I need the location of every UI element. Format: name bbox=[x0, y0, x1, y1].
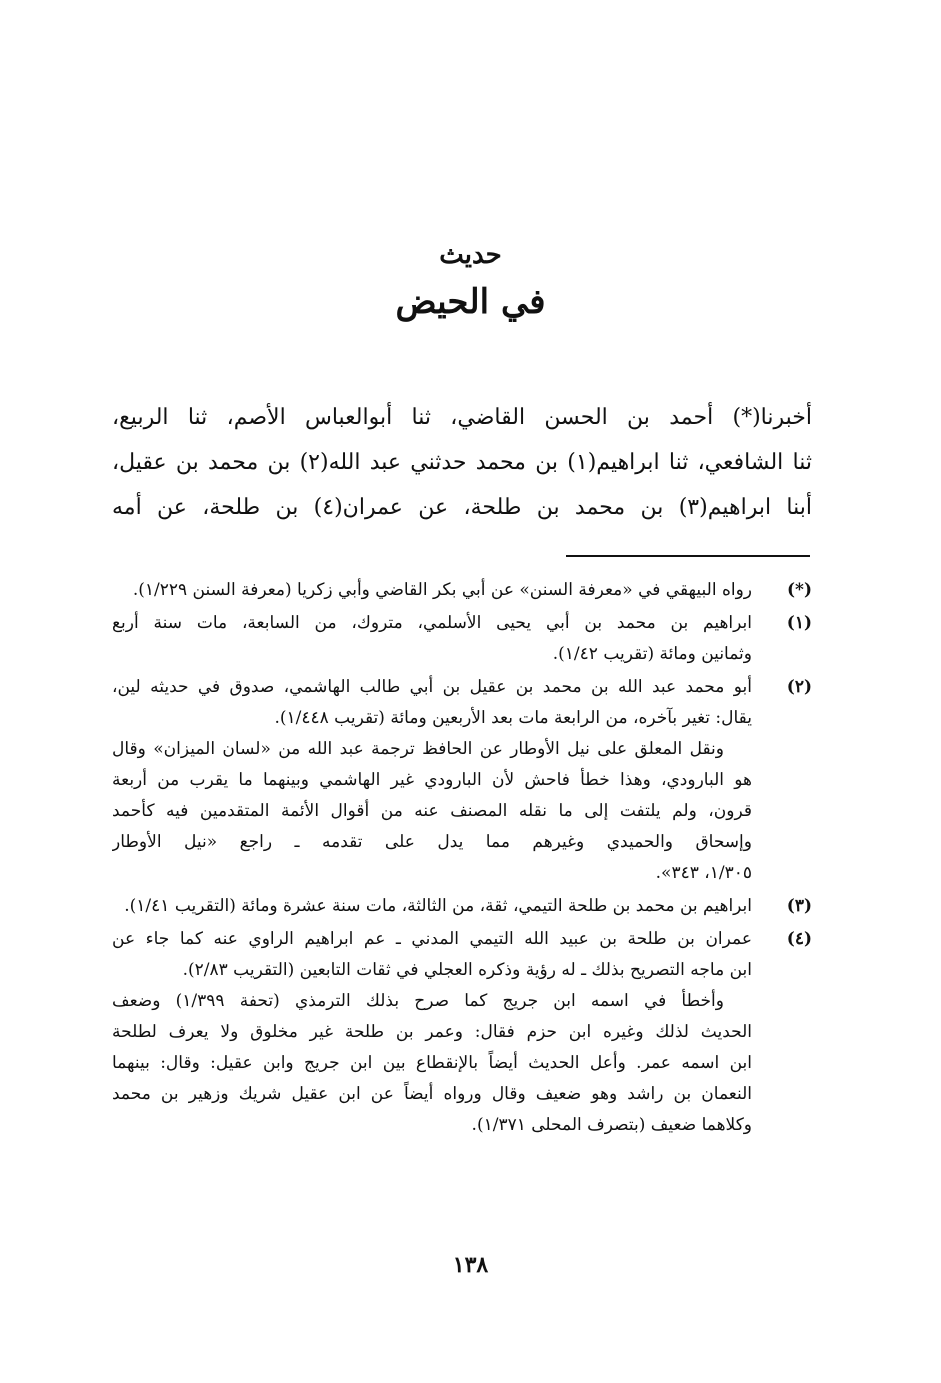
footnote-line: ونقل المعلق على نيل الأوطار عن الحافظ ترجمة عبد الله من «لسان الميزان» وقال bbox=[112, 739, 724, 759]
footnote-line: عمران بن طلحة بن عبيد الله التيمي المدني ـ عم ابراهيم الراوي عنه كما جاء عن bbox=[112, 929, 752, 949]
footnote-marker: (١) bbox=[786, 613, 812, 633]
footnote-line: ١/٣٠٥، ٣٤٣». bbox=[655, 863, 752, 883]
footnote-line: النعمان بن راشد وهو ضعيف وقال ورواه أيضاً عن ابن عقيل شريك وزهير بن محمد bbox=[112, 1084, 752, 1104]
page-number: ١٣٨ bbox=[452, 1252, 489, 1278]
footnote-4 bbox=[112, 924, 812, 1141]
footnote-line: هو البارودي، وهذا خطأ فاحش لأن البارودي غير الهاشمي وبينهما ما يقرب من أربعة bbox=[112, 770, 752, 790]
footnote-line: وثمانين ومائة (تقريب ١/٤٢). bbox=[552, 644, 752, 664]
footnote-body bbox=[112, 891, 752, 922]
footnote-line: ابراهيم بن محمد بن أبي يحيى الأسلمي، متروك، من السابعة، مات سنة أربع bbox=[112, 613, 752, 633]
footnote-line: ابن اسمه عمر. وأعل الحديث أيضاً بالإنقطاع بين ابن جريج وابن عقيل: وقال: بينهما bbox=[112, 1053, 752, 1073]
footnote-body bbox=[112, 575, 752, 606]
footnote-marker: (٣) bbox=[786, 896, 812, 916]
footnote-marker: (٤) bbox=[786, 929, 812, 949]
footnote-line: يقال: تغير بآخره، من الرابعة مات بعد الأربعين ومائة (تقريب ١/٤٤٨). bbox=[274, 708, 752, 728]
heading-line-2: في الحيض bbox=[395, 282, 546, 322]
footnote-line: أبو محمد عبد الله بن محمد بن عقيل بن أبي طالب الهاشمي، صدوق في حديثه لين، bbox=[112, 677, 752, 697]
footnote-line: ابن ماجه التصريح بذلك ـ له رؤية وذكره العجلي في ثقات التابعين (التقريب ٢/٨٣). bbox=[182, 960, 752, 980]
footnote-line: وأخطأ في اسمه ابن جريج كما صرح بذلك الترمذي (تحفة ١/٣٩٩) وضعف bbox=[112, 991, 724, 1011]
main-text-line: أخبرنا(*) أحمد بن الحسن القاضي، ثنا أبوالعباس الأصم، ثنا الربيع، bbox=[112, 405, 812, 430]
footnote-marker: (٢) bbox=[786, 677, 812, 697]
footnotes bbox=[112, 575, 812, 1143]
heading-line-1: حديث bbox=[439, 240, 502, 270]
footnote-line: الحديث لذلك وغيره ابن حزم فقال: وعمر بن طلحة غير مخلوق ولا يعرف لطلحة bbox=[112, 1022, 752, 1042]
footnote-1 bbox=[112, 608, 812, 670]
footnote-star bbox=[112, 575, 812, 606]
footnote-line: وكلاهما ضعيف (بتصرف المحلى ١/٣٧١). bbox=[471, 1115, 752, 1135]
footnote-line: وإسحاق والحميدي وغيرهم مما يدل على تقدمه ـ راجع «نيل الأوطار bbox=[112, 832, 752, 852]
footnote-body bbox=[112, 924, 752, 1141]
footnote-separator bbox=[566, 555, 810, 557]
footnote-3 bbox=[112, 891, 812, 922]
main-text bbox=[112, 395, 812, 530]
main-text-line: أبنا ابراهيم(٣) بن محمد بن طلحة، عن عمران(٤) بن طلحة، عن أمه bbox=[112, 495, 812, 520]
footnote-line: رواه البيهقي في «معرفة السنن» عن أبي بكر القاضي وأبي زكريا (معرفة السنن ١/٢٢٩). bbox=[132, 580, 752, 600]
main-text-line: ثنا الشافعي، ثنا ابراهيم(١) بن محمد حدثني عبد الله(٢) بن محمد بن عقيل، bbox=[112, 450, 812, 475]
footnote-2 bbox=[112, 672, 812, 889]
footnote-body bbox=[112, 608, 752, 670]
footnote-line: ابراهيم بن محمد بن طلحة التيمي، ثقة، من الثالثة، مات سنة عشرة ومائة (التقريب ١/٤١). bbox=[124, 896, 752, 916]
footnote-body bbox=[112, 672, 752, 889]
footnote-marker: (*) bbox=[787, 580, 812, 600]
footnote-line: قرون، ولم يلتفت إلى ما نقله المصنف عنه من أقوال الأئمة المتقدمين فيه كأحمد bbox=[112, 801, 752, 821]
